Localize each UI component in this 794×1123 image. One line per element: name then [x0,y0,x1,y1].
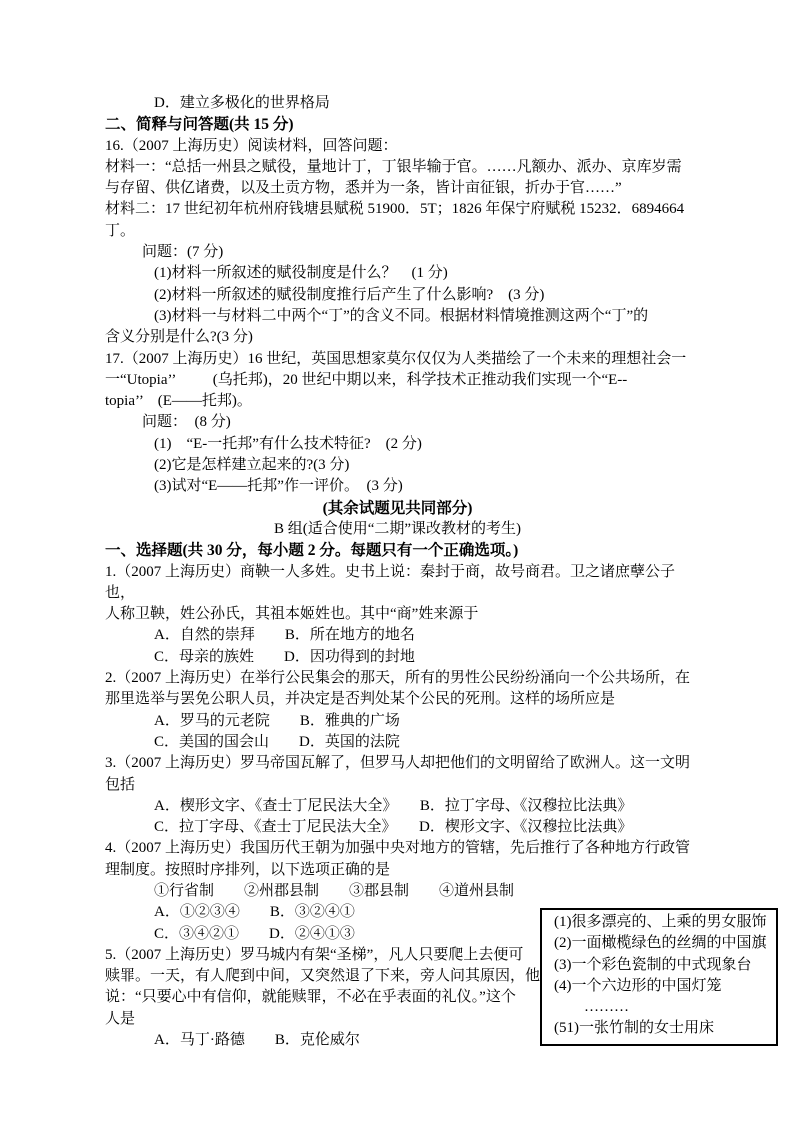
text-line: C．母亲的族姓 D．因功得到的封地 [154,648,415,665]
text-line: 与存留、供亿诸费，以及土贡方物，悉并为一条，皆计亩征银，折办于官……” [105,180,622,197]
text-line: 说：“只要心中有信仰，就能赎罪，不必在乎表面的礼仪。”这个 [105,989,516,1006]
inventory-list-item: (3)一个彩色瓷制的中式现象台 [554,956,752,973]
center-note: (其余试题见共同部分) [322,499,473,517]
text-line: (3)材料一与材料二中两个“丁”的含义不同。根据材料情境推测这两个“丁”的 [154,307,649,324]
text-line: 5.（2007 上海历史）罗马城内有架“圣梯”，凡人只要爬上去便可 [105,946,524,963]
text-line: (2)材料一所叙述的赋役制度推行后产生了什么影响? (3 分) [154,286,545,303]
text-line: (1)材料一所叙述的赋役制度是什么？ (1 分) [154,265,448,282]
text-line: 那里选举与罢免公职人员，并决定是否判处某个公民的死刑。这样的场所应是 [105,691,616,708]
text-line: A．楔形文字、《查士丁尼民法大全》 B．拉丁字母、《汉穆拉比法典》 [154,797,633,814]
inventory-list-item: (51)一张竹制的女士用床 [554,1020,714,1037]
inventory-list-box [540,908,778,1046]
group-b-label: B 组(适合使用“二期”课改教材的考生) [273,520,522,537]
inventory-list-item: (4)一个六边形的中国灯笼 [554,977,722,994]
text-line: 2.（2007 上海历史）在举行公民集会的那天，所有的男性公民纷纷涌向一个公共场所，在 [105,670,691,687]
text-line: 材料二：17 世纪初年杭州府钱塘县赋税 51900．5T；1826 年保宁府赋税 15232．6894664 [105,201,685,218]
text-line: 4.（2007 上海历史）我国历代王朝为加强中央对地方的管辖，先后推行了各种地方行政管 [105,840,691,857]
text-line: 含义分别是什么?(3 分) [105,329,253,346]
text-line: 人称卫鞅，姓公孙氏，其祖本姬姓也。其中“商”姓来源于 [105,606,479,623]
text-line: 人是 [105,1010,136,1027]
text-line: 17.（2007 上海历史）16 世纪，英国思想家莫尔仅仅为人类描绘了一个未来的理想社会一 [105,350,687,367]
text-line: 理制度。按照时序排列，以下选项正确的是 [105,861,391,878]
text-line: (1) “E-一托邦”有什么技术特征? (2 分) [154,435,422,452]
text-line: 材料一：“总括一州县之赋役，量地计丁，丁银毕输于官。……凡额办、派办、京库岁需 [105,158,682,175]
text-line: 问题： (8 分) [142,414,231,431]
text-line: 赎罪。一天，有人爬到中间，又突然退了下来，旁人问其原因，他 [105,968,541,985]
text-line: A．马丁·路德 B．克伦威尔 [154,1032,360,1049]
text-line: 一“Utopia’’ (乌托邦)，20 世纪中期以来，科学技术正推动我们实现一个“E-- [105,371,628,388]
text-line: 16.（2007 上海历史）阅读材料，回答问题： [105,137,398,154]
inventory-list-item: (2)一面橄榄绿色的丝绸的中国旗 [554,935,767,952]
text-line: 问题：(7 分) [142,244,224,261]
text-line: C．美国的国会山 D．英国的法院 [154,733,400,750]
text-line: A．①②③④ B．③②④① [154,904,355,921]
section-heading-2: 二、简释与问答题(共 15 分) [105,116,294,134]
text-line: C．③④②① D．②④①③ [154,925,355,942]
inventory-list-item: (1)很多漂亮的、上乘的男女服饰 [554,914,767,930]
text-line: topia’’ (E——托邦)。 [105,393,252,410]
inventory-list-item: ……… [554,999,630,1016]
text-line: D．建立多极化的世界格局 [154,95,330,111]
text-line: ①行省制 ②州郡县制 ③郡县制 ④道州县制 [154,882,515,899]
text-line: (2)它是怎样建立起来的?(3 分) [154,457,350,474]
text-line: 包括 [105,776,136,793]
text-line: 丁。 [105,222,136,239]
text-line: A．罗马的元老院 B．雅典的广场 [154,712,400,729]
text-line: C．拉丁字母、《查士丁尼民法大全》 D．楔形文字、《汉穆拉比法典》 [154,819,633,836]
text-line: A．自然的崇拜 B．所在地方的地名 [154,627,415,644]
section-heading-1: 一、选择题(共 30 分，每小题 2 分。每题只有一个正确选项。) [105,542,519,560]
text-line: 1.（2007 上海历史）商鞅一人多姓。史书上说：秦封于商，故号商君。卫之诸庶孽公子也， [105,563,676,601]
text-line: (3)试对“E——托邦”作一评价。 (3 分) [154,478,403,495]
text-line: 3.（2007 上海历史）罗马帝国瓦解了，但罗马人却把他们的文明留给了欧洲人。这一文明 [105,755,691,772]
